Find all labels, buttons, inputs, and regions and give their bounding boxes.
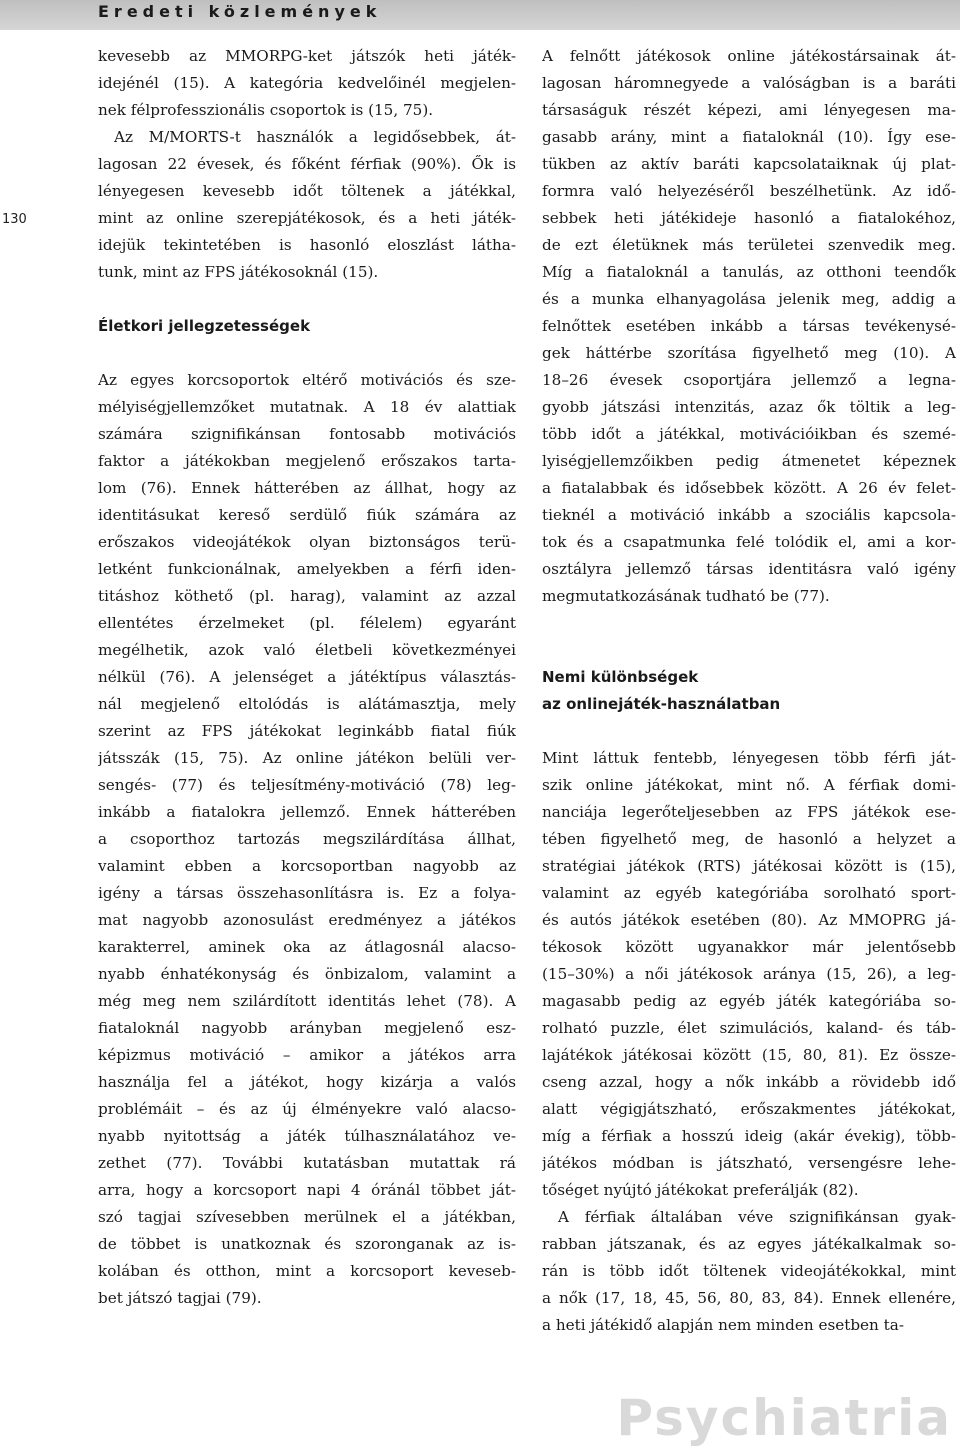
text-line: megmutatkozásának tudható be (77). — [542, 587, 830, 605]
text-line: letként funkcionálnak, amelyekben a férfi iden- — [98, 560, 516, 578]
spacer — [98, 340, 516, 367]
text-line: tieknél a motiváció inkább a szociális kapcsola- — [542, 506, 956, 524]
text-line: nek félprofesszionális csoportok is (15, 75). — [98, 101, 434, 119]
text-line: karakterrel, aminek oka az átlagosnál alacso- — [98, 938, 516, 956]
spacer — [542, 718, 956, 745]
section-heading-gender-line2: az onlinejáték-használatban — [542, 695, 781, 713]
text-line: kolában és otthon, mint a korcsoport keveseb- — [98, 1262, 516, 1280]
text-line: valamint ebben a korcsoportban nagyobb az — [98, 857, 516, 875]
paragraph — [542, 43, 956, 610]
text-line: lényegesen kevesebb időt töltenek a játékkal, — [98, 182, 516, 200]
text-line: nélkül (76). A jelenséget a játéktípus választás- — [98, 668, 516, 686]
text-line: inkább a fiatalokra jellemző. Ennek hátterében — [98, 803, 516, 821]
text-line: identitásukat kereső serdülő fiúk számára az — [98, 506, 516, 524]
text-line: de ezt életüknek más területei szenvedik meg. — [542, 236, 956, 254]
text-line: Az egyes korcsoportok eltérő motivációs és sze- — [98, 371, 516, 389]
text-line: mélyiségjellemzőket mutatnak. A 18 év alattiak — [98, 398, 516, 416]
text-line: több időt a játékkal, motivációikban és szemé- — [542, 425, 956, 443]
text-line: gasabb arány, mint a fiataloknál (10). Így ese- — [542, 128, 956, 146]
text-line: osztályra jellemző társas identitásra való igény — [542, 560, 956, 578]
text-line: és autós játékok esetében (80). Az MMOPRG já- — [542, 911, 956, 929]
text-line: nál megjelenő eltolódás is alátámasztja, mely — [98, 695, 516, 713]
section-heading-age: Életkori jellegzetességek — [98, 317, 311, 335]
text-line: játsszák (15, 75). Az online játékon belüli ver- — [98, 749, 516, 767]
text-line: és a munka elhanyagolása jelenik meg, addig a — [542, 290, 956, 308]
text-line: a csoporthoz tartozás megszilárdítása állhat, — [98, 830, 516, 848]
text-line: szerint az FPS játékokat leginkább fiatal fiúk — [98, 722, 516, 740]
text-line: lom (76). Ennek hátterében az állhat, hogy az — [98, 479, 516, 497]
text-line: idejénél (15). A kategória kedvelőinél megjelen- — [98, 74, 516, 92]
paragraph — [542, 1204, 956, 1339]
text-line: sebbek heti játékideje hasonló a fiatalokéhoz, — [542, 209, 956, 227]
text-line: lagosan 22 évesek, és főként férfiak (90%). Ők is — [98, 155, 516, 173]
spacer — [542, 637, 956, 664]
text-line: A felnőtt játékosok online játékostársainak át- — [542, 47, 956, 65]
text-line: tunk, mint az FPS játékosoknál (15). — [98, 263, 379, 281]
text-line: nanciája legerőteljesebben az FPS játékok ese- — [542, 803, 956, 821]
text-line: tékosok között ugyanakkor már jelentősebb — [542, 938, 956, 956]
text-line: A férfiak általában véve szignifikánsan gyak- — [558, 1208, 956, 1226]
text-line: formra való helyezéséről beszélhetünk. Az idő- — [542, 182, 956, 200]
text-line: de többet is unatkoznak és szoronganak az is- — [98, 1235, 516, 1253]
text-line: titáshoz köthető (pl. harag), valamint az azzal — [98, 587, 516, 605]
text-line: nyabb énhatékonyság és önbizalom, valamint a — [98, 965, 516, 983]
text-line: lajátékok játékosai között (15, 80, 81). Ez össze- — [542, 1046, 956, 1064]
text-line: míg a férfiak a hosszú ideig (akár évekig), több- — [542, 1127, 956, 1145]
text-line: számára szignifikánsan fontosabb motivációs — [98, 425, 516, 443]
text-line: felnőttek esetében inkább a társas tevékenysé- — [542, 317, 956, 335]
paragraph — [542, 745, 956, 1204]
journal-section-header — [0, 0, 960, 30]
spacer — [542, 610, 956, 637]
text-line: magasabb pedig az egyéb játék kategóriába so- — [542, 992, 956, 1010]
text-line: Mint láttuk fentebb, lényegesen több férfi ját- — [542, 749, 956, 767]
text-line: kevesebb az MMORPG-ket játszók heti játék- — [98, 47, 516, 65]
text-line: cseng azzal, hogy a nők inkább a rövidebb idő — [542, 1073, 956, 1091]
text-line: zethet (77). További kutatásban mutattak rá — [98, 1154, 516, 1172]
text-line: 18–26 évesek csoportjára jellemző a legna- — [542, 371, 956, 389]
text-line: Az M/MORTS-t használók a legidősebbek, át- — [114, 128, 516, 146]
right-column — [542, 43, 956, 1339]
text-line: (15–30%) a női játékosok aránya (15, 26), a leg- — [542, 965, 956, 983]
text-line: sengés- (77) és teljesítmény-motiváció (78) leg- — [98, 776, 516, 794]
text-line: tükben az aktív baráti kapcsolataiknak új plat- — [542, 155, 956, 173]
text-line: faktor a játékokban megjelenő erőszakos tarta- — [98, 452, 516, 470]
text-line: társaságuk részét képezi, ami lényegesen ma- — [542, 101, 956, 119]
text-line: stratégiai játékok (RTS) játékosai között is (15), — [542, 857, 956, 875]
journal-logo-watermark: Psychiatria — [616, 1389, 952, 1447]
text-line: rán is több időt töltenek videojátékokkal, mint — [542, 1262, 956, 1280]
text-line: megélhetik, azok való életbeli következményei — [98, 641, 516, 659]
left-column — [98, 43, 516, 1312]
text-line: mat nagyobb azonosulást eredményez a játékos — [98, 911, 516, 929]
text-line: mint az online szerepjátékosok, és a heti játék- — [98, 209, 516, 227]
text-line: igény a társas összehasonlításra is. Ez a folya- — [98, 884, 516, 902]
text-line: használja fel a játékot, hogy kizárja a valós — [98, 1073, 516, 1091]
text-line: tében figyelhető meg, de hasonló a helyzet a — [542, 830, 956, 848]
paragraph — [98, 124, 516, 286]
text-line: erőszakos videojátékok olyan biztonságos terü- — [98, 533, 516, 551]
text-line: problémáit – és az új élményekre való alacso- — [98, 1100, 516, 1118]
text-line: a nők (17, 18, 45, 56, 80, 83, 84). Ennek ellenére, — [542, 1289, 956, 1307]
text-line: gek háttérbe szorítása figyelhető meg (10). A — [542, 344, 956, 362]
text-line: lagosan háromnegyede a valóságban is a baráti — [542, 74, 956, 92]
text-line: rabban játszanak, és az egyes játékalkalmak so- — [542, 1235, 956, 1253]
text-line: szó tagjai szívesebben merülnek el a játékban, — [98, 1208, 516, 1226]
spacer — [98, 286, 516, 313]
paragraph — [98, 43, 516, 124]
text-line: szik online játékokat, mint nő. A férfiak domi- — [542, 776, 956, 794]
section-heading-gender: Nemi különbségek — [542, 668, 699, 686]
text-line: a fiatalabbak és idősebbek között. A 26 év felet- — [542, 479, 956, 497]
text-line: bet játszó tagjai (79). — [98, 1289, 262, 1307]
text-line: nyabb nyitottság a játék túlhasználatához ve- — [98, 1127, 516, 1145]
paragraph — [98, 367, 516, 1312]
page-number: 130 — [2, 212, 27, 227]
text-line: lyiségjellemzőikben pedig átmenetet képeznek — [542, 452, 956, 470]
text-line: még meg nem szilárdított identitás lehet (78). A — [98, 992, 516, 1010]
text-line: valamint az egyéb kategóriába sorolható sport- — [542, 884, 956, 902]
text-line: játékos módban is játszható, versengésre lehe- — [542, 1154, 956, 1172]
text-line: alatt végigjátszható, erőszakmentes játékokat, — [542, 1100, 956, 1118]
text-line: fiataloknál nagyobb arányban megjelenő esz- — [98, 1019, 516, 1037]
text-line: rolható puzzle, élet szimulációs, kaland- és táb- — [542, 1019, 956, 1037]
section-title: Eredeti közlemények — [98, 2, 382, 21]
text-line: tok és a csapatmunka felé tolódik el, ami a kor- — [542, 533, 956, 551]
text-line: a heti játékidő alapján nem minden esetben ta- — [542, 1316, 904, 1334]
text-line: képizmus motiváció – amikor a játékos arra — [98, 1046, 516, 1064]
text-line: gyobb játszási intenzitás, azaz ők töltik a leg- — [542, 398, 956, 416]
text-line: idejük tekintetében is hasonló eloszlást látha- — [98, 236, 516, 254]
text-line: Míg a fiataloknál a tanulás, az otthoni teendők — [542, 263, 956, 281]
text-line: tőséget nyújtó játékokat preferálják (82). — [542, 1181, 859, 1199]
text-line: arra, hogy a korcsoport napi 4 óránál többet ját- — [98, 1181, 516, 1199]
text-line: ellentétes érzelmeket (pl. félelem) egyaránt — [98, 614, 516, 632]
